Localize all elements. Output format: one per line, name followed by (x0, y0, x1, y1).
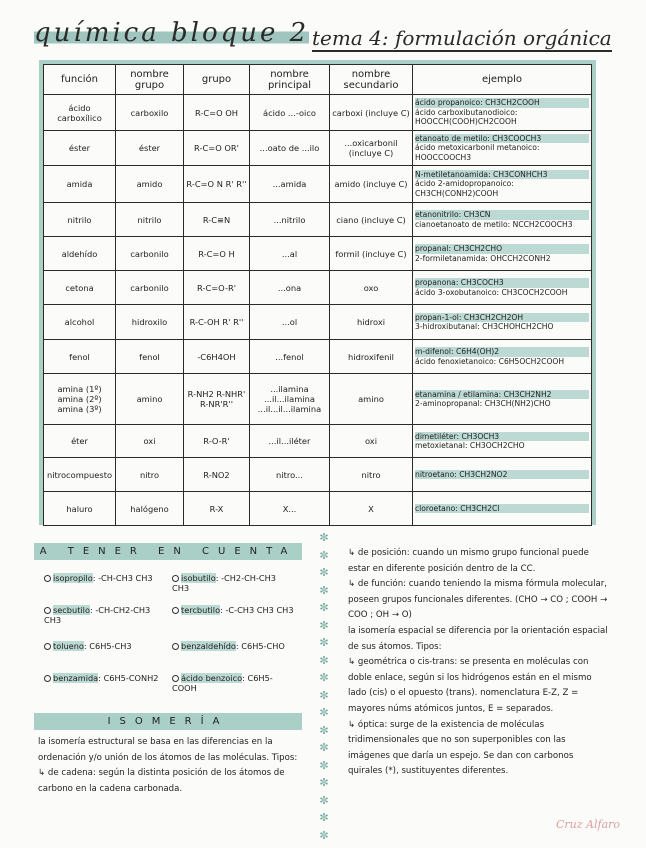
bullet-icon (44, 643, 51, 650)
example-line: cianoetanoato de metilo: NCCH2COOCH3 (415, 219, 573, 229)
example-line: 2-aminopropanal: CH3CH(NH2)CHO (415, 399, 551, 408)
dna-icon: ✼ (319, 618, 329, 632)
item-label: tercbutilo (181, 605, 221, 615)
label-separator: : (83, 641, 90, 651)
cell-grupo: R-O-R' (184, 425, 250, 458)
example-line: ácido fenoxietanoico: C6H5OCH2COOH (415, 356, 565, 366)
cell-principal: ...ilamina ...il...ilamina ...il...il...ilamina (250, 374, 330, 425)
col-header: nombre secundario (330, 65, 413, 95)
cell-nombre-grupo: nitro (116, 458, 184, 492)
cell-secundario: hidroxifenil (330, 340, 413, 374)
table-row (44, 95, 592, 131)
cell-principal: ácido ...-oico (250, 95, 330, 131)
cell-ejemplo (413, 458, 592, 492)
example-line: nitroetano: CH3CH2NO2 (415, 470, 589, 480)
bullet-icon (44, 607, 51, 614)
label-separator: : (242, 673, 248, 683)
cell-secundario: nitro (330, 458, 413, 492)
table-row (44, 492, 592, 526)
example-line: ácido propanoico: CH3CH2COOH (415, 98, 589, 108)
tener-en-cuenta-item (172, 641, 294, 651)
dna-icon: ✼ (319, 548, 329, 562)
label-separator: : (220, 605, 226, 615)
cell-funcion: haluro (44, 492, 116, 526)
cell-ejemplo (413, 95, 592, 131)
table-row (44, 305, 592, 340)
cell-ejemplo (413, 203, 592, 237)
tener-en-cuenta-item (172, 673, 294, 693)
table-row (44, 237, 592, 271)
example-line: propanal: CH3CH2CHO (415, 244, 589, 254)
tener-en-cuenta-item (44, 573, 166, 583)
cell-principal: ...ol (250, 305, 330, 340)
example-line: ácido carboxibutanodioico: HOOCCH(COOH)CH2COOH (415, 107, 518, 127)
isomeria-geometrica: ↳ geométrica o cis-trans: se presenta en moléculas con doble enlace, según si los hidrógenos están en el mismo lado (cis) o el opuesto (trans). nomenclatura E-Z, Z = mayores núms atómicos juntos, E = separados. (348, 657, 592, 714)
dna-icon: ✼ (319, 688, 329, 702)
item-formula: C6H5-CONH2 (103, 673, 159, 683)
example-line: etanoato de metilo: CH3COOCH3 (415, 134, 589, 144)
dna-icon: ✼ (319, 636, 329, 649)
cell-grupo: R-C=O OR' (184, 131, 250, 166)
dna-icon: ✼ (319, 811, 329, 824)
example-line: m-difenol: C6H4(OH)2 (415, 347, 589, 357)
table-row (44, 458, 592, 492)
dna-icon: ✼ (319, 706, 329, 719)
dna-icon: ✼ (319, 828, 329, 842)
example-line: N-metiletanoamida: CH3CONHCH3 (415, 170, 589, 180)
cell-secundario: amino (330, 374, 413, 425)
example-line: 3-hidroxibutanal: CH3CHOHCH2CHO (415, 322, 554, 331)
example-line: dimetiléter: CH3OCH3 (415, 432, 589, 442)
cell-ejemplo (413, 305, 592, 340)
cell-funcion: nitrocompuesto (44, 458, 116, 492)
isomeria-posicion: ↳ de posición: cuando un mismo grupo funcional puede estar en diferente posición dentro de la CC. (348, 548, 589, 574)
cell-nombre-grupo: halógeno (116, 492, 184, 526)
bullet-icon (172, 643, 179, 650)
cell-principal: ...nitrilo (250, 203, 330, 237)
table-row (44, 340, 592, 374)
isomeria-funcion: ↳ de función: cuando teniendo la misma fórmula molecular, poseen grupos funcionales diferentes. (CHO → CO ; COOH → COO ; OH → O) (348, 579, 608, 621)
cell-secundario: carboxi (incluye C) (330, 95, 413, 131)
cell-funcion: cetona (44, 271, 116, 305)
cell-grupo: R-NH2 R-NHR' R-NR'R'' (184, 374, 250, 425)
header-right-title (312, 26, 612, 50)
item-label: benzaldehído (181, 641, 236, 651)
cell-nombre-grupo: carbonilo (116, 237, 184, 271)
cell-principal: ...fenol (250, 340, 330, 374)
cell-nombre-grupo: éster (116, 131, 184, 166)
signature: Cruz Alfaro (556, 818, 621, 831)
cell-funcion: éter (44, 425, 116, 458)
item-formula: -CH-CH3 CH3 (98, 573, 153, 583)
example-line: 2-formiletanamida: OHCCH2CONH2 (415, 253, 551, 263)
cell-grupo: R-C=O N R' R'' (184, 166, 250, 203)
col-header: nombre principal (250, 65, 330, 95)
cell-secundario: ciano (incluye C) (330, 203, 413, 237)
dna-icon: ✼ (319, 531, 329, 544)
functional-groups-table (43, 64, 592, 526)
bullet-icon (172, 575, 179, 582)
table-row (44, 131, 592, 166)
example-line: propanona: CH3COCH3 (415, 278, 589, 288)
table-row (44, 203, 592, 237)
cell-principal: X... (250, 492, 330, 526)
cell-ejemplo (413, 237, 592, 271)
item-label: ácido benzoico (181, 673, 243, 683)
dna-icon: ✼ (319, 583, 329, 597)
cell-funcion: éster (44, 131, 116, 166)
label-separator: : (235, 641, 242, 651)
section-title-tener-en-cuenta: A TENER EN CUENTA (34, 543, 302, 560)
dna-icon: ✼ (319, 723, 329, 737)
cell-secundario: amido (incluye C) (330, 166, 413, 203)
item-label: isobutilo (181, 573, 216, 583)
table-header-row (44, 65, 592, 95)
example-line: ácido 2-amidopropanoico: CH3CH(CONH2)COOH (415, 179, 514, 198)
cell-grupo: R-NO2 (184, 458, 250, 492)
cell-ejemplo (413, 340, 592, 374)
cell-secundario: oxo (330, 271, 413, 305)
cell-funcion: nitrilo (44, 203, 116, 237)
cell-funcion: ácido carboxílico (44, 95, 116, 131)
cell-secundario: X (330, 492, 413, 526)
dna-icon: ✼ (319, 601, 329, 614)
bullet-icon (44, 675, 51, 682)
cell-grupo: R-C=O-R' (184, 271, 250, 305)
cell-principal: ...ona (250, 271, 330, 305)
cell-funcion: fenol (44, 340, 116, 374)
isomeria-right-text (348, 546, 610, 780)
dna-icon: ✼ (319, 758, 329, 772)
cell-secundario: formil (incluye C) (330, 237, 413, 271)
example-line: etanamina / etilamina: CH3CH2NH2 (415, 390, 589, 400)
header-left-title: química bloque 2 (34, 18, 310, 48)
example-line: ácido 3-oxobutanoico: CH3COCH2COOH (415, 287, 568, 297)
isomeria-left-text (38, 735, 306, 797)
cell-principal: ...al (250, 237, 330, 271)
dna-icon: ✼ (319, 793, 329, 807)
cell-nombre-grupo: amino (116, 374, 184, 425)
col-header: ejemplo (413, 65, 592, 95)
cell-principal: nitro... (250, 458, 330, 492)
cell-nombre-grupo: carboxilo (116, 95, 184, 131)
dna-icon: ✼ (319, 566, 329, 579)
cell-nombre-grupo: amido (116, 166, 184, 203)
dna-icon: ✼ (319, 776, 329, 789)
cell-funcion: alcohol (44, 305, 116, 340)
bullet-icon (172, 675, 179, 682)
cell-secundario: oxi (330, 425, 413, 458)
topic-title: tema 4: formulación orgánica (312, 26, 612, 50)
item-label: secbutilo (53, 605, 90, 615)
item-label: benzamida (53, 673, 99, 683)
isomeria-cadena: ↳ de cadena: según la distinta posición de los átomos de carbono en la cadena carbonada. (38, 768, 285, 794)
table-row (44, 271, 592, 305)
table-row (44, 374, 592, 425)
item-formula: C6H5-CH3 (89, 641, 132, 651)
cell-ejemplo (413, 271, 592, 305)
cell-grupo: R-C≡N (184, 203, 250, 237)
item-label: tolueno (53, 641, 84, 651)
item-formula: C6H5-CHO (241, 641, 285, 651)
item-formula: -C-CH3 CH3 CH3 (225, 605, 294, 615)
cell-funcion: amina (1º) amina (2º) amina (3º) (44, 374, 116, 425)
cell-ejemplo (413, 492, 592, 526)
dna-icon: ✼ (319, 741, 329, 754)
cell-grupo: R-C=O OH (184, 95, 250, 131)
dna-icon: ✼ (319, 653, 329, 667)
col-header: grupo (184, 65, 250, 95)
cell-grupo: -C6H4OH (184, 340, 250, 374)
cell-ejemplo (413, 374, 592, 425)
example-line: propan-1-ol: CH3CH2CH2OH (415, 313, 589, 323)
cell-grupo: R-C-OH R' R'' (184, 305, 250, 340)
isomeria-estructural: la isomería estructural se basa en las diferencias en la ordenación y/o unión de los átomos de las moléculas. Tipos: (38, 737, 298, 763)
col-header: función (44, 65, 116, 95)
cell-nombre-grupo: carbonilo (116, 271, 184, 305)
item-formula: C6H5-COOH (172, 673, 273, 693)
cell-secundario: ...oxicarbonil (incluye C) (330, 131, 413, 166)
col-header: nombre grupo (116, 65, 184, 95)
tener-en-cuenta-item (44, 673, 166, 683)
table-row (44, 166, 592, 203)
cell-nombre-grupo: fenol (116, 340, 184, 374)
bullet-icon (44, 575, 51, 582)
cell-principal: ...amida (250, 166, 330, 203)
bullet-icon (172, 607, 179, 614)
cell-ejemplo (413, 166, 592, 203)
tener-en-cuenta-item (172, 605, 294, 615)
example-line: etanonitrilo: CH3CN (415, 210, 589, 220)
example-line: ácido metoxicarbonil metanoico: HOOCCOOCH3 (415, 143, 540, 162)
example-line: metoxietanal: CH3OCH2CHO (415, 441, 525, 450)
label-separator: : (92, 573, 99, 583)
cell-principal: ...il...iléter (250, 425, 330, 458)
tener-en-cuenta-item (44, 605, 166, 625)
cell-nombre-grupo: oxi (116, 425, 184, 458)
item-formula: -CH2-CH-CH3 CH3 (172, 573, 276, 593)
isomeria-espacial: la isomería espacial se diferencia por la orientación espacial de sus átomos. Tipos: (348, 625, 608, 652)
cell-grupo: R-C=O H (184, 237, 250, 271)
label-separator: : (215, 573, 222, 583)
example-line: cloroetano: CH3CH2Cl (415, 504, 589, 514)
cell-grupo: R-X (184, 492, 250, 526)
cell-funcion: amida (44, 166, 116, 203)
cell-ejemplo (413, 425, 592, 458)
cell-nombre-grupo: hidroxilo (116, 305, 184, 340)
cell-secundario: hidroxi (330, 305, 413, 340)
item-label: isopropilo (53, 573, 93, 583)
isomeria-optica: ↳ óptica: surge de la existencia de moléculas tridimensionales que no son superponibles con las imágenes que daría un espejo. Se dan con carbonos quirales (*), sustituyentes diferentes. (348, 719, 574, 777)
label-separator: : (89, 605, 96, 615)
tener-en-cuenta-item (44, 641, 166, 651)
label-separator: : (98, 673, 104, 683)
cell-principal: ...oato de ...ilo (250, 131, 330, 166)
tener-en-cuenta-item (172, 573, 294, 593)
cell-ejemplo (413, 131, 592, 166)
dna-icon: ✼ (319, 671, 329, 684)
table-row (44, 425, 592, 458)
cell-funcion: aldehído (44, 237, 116, 271)
section-title-isomeria: ISOMERÍA (34, 713, 302, 730)
cell-nombre-grupo: nitrilo (116, 203, 184, 237)
item-formula: -CH-CH2-CH3 CH3 (44, 605, 151, 625)
functional-groups-table-frame (39, 60, 596, 525)
